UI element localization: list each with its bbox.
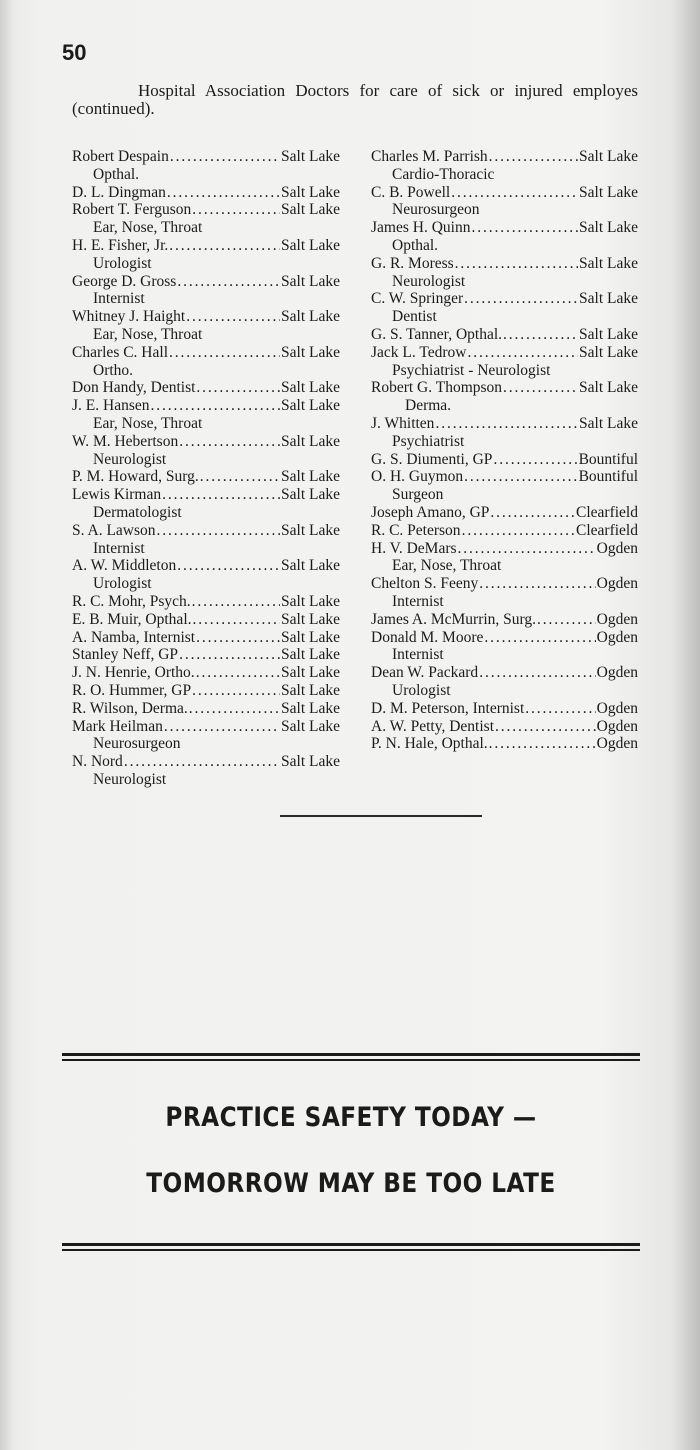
dot-leader [167,184,280,202]
doctor-entry-line [371,575,638,593]
doctor-location: Salt Lake [281,236,340,254]
doctor-location: Salt Lake [281,557,340,575]
doctor-name: R. Wilson, Derma. [72,699,188,717]
doctor-specialty: Cardio-Thoracic [392,165,495,183]
doctor-name: Chelton S. Feeny [371,575,479,593]
doctor-name: Lewis Kirman [72,486,162,504]
dot-leader [170,148,280,166]
doctor-entry-line [371,379,638,397]
doctor-specialty: Ear, Nose, Throat [392,557,502,575]
doctor-location: Salt Lake [281,201,340,219]
dot-leader [495,718,596,736]
doctor-entry [371,575,638,611]
doctor-location: Salt Lake [281,183,340,201]
doctor-name: James H. Quinn [371,219,471,237]
doctor-entry-line [72,593,340,611]
doctor-location: Salt Lake [281,486,340,504]
dot-leader [489,148,578,166]
dot-leader [503,379,578,397]
doctor-specialty: Internist [93,290,145,308]
doctor-location: Salt Lake [281,753,340,771]
doctor-entry [72,468,340,486]
doctor-name: J. Whitten [371,414,435,432]
doctor-location: Salt Lake [579,148,638,165]
doctor-location: Ogden [596,610,638,628]
doctor-name: Donald M. Moore [371,628,484,646]
dot-leader [196,379,280,397]
doctor-name: S. A. Lawson [72,521,156,539]
doctor-specialty: Opthal. [392,236,439,254]
doctor-specialty: Urologist [93,254,152,272]
doctor-specialty: Urologist [93,575,152,593]
dot-leader [162,486,280,504]
doctor-entry [72,700,340,718]
doctor-entry [72,148,340,184]
doctor-specialty: Neurosurgeon [392,201,480,219]
doctor-entry-line [371,735,638,753]
doctor-name: G. S. Tanner, Opthal. [371,325,503,343]
doctor-name: W. M. Hebertson [72,432,179,450]
doctor-location: Salt Lake [579,343,638,361]
doctor-specialty: Neurologist [392,272,466,290]
doctor-entry-line [72,522,340,540]
doctor-entry [371,219,638,255]
doctor-name: R. C. Mohr, Psych. [72,592,191,610]
doctor-entry-line [371,629,638,647]
doctor-specialty: Ear, Nose, Throat [93,219,203,237]
doctor-name: Robert T. Ferguson [72,201,192,219]
dot-leader [192,682,280,700]
doctor-entry [371,184,638,220]
dot-leader [192,201,280,219]
doctor-name: G. S. Diumenti, GP [371,450,493,468]
doctor-entry-line [72,700,340,718]
doctor-location: Salt Lake [579,325,638,343]
doctor-location: Salt Lake [281,521,340,539]
dot-leader [490,504,575,522]
section-intro: Hospital Association Doctors for care of sick or injured employes (continued). [72,81,638,118]
doctor-location: Salt Lake [281,681,340,699]
page-number: 50 [62,40,87,65]
doctor-specialty: Urologist [392,681,451,699]
doctor-entry-line [371,344,638,362]
doctor-entry [72,184,340,202]
doctor-specialty: Internist [93,539,145,557]
doctor-specialty: Internist [392,592,444,610]
doctor-entry [72,557,340,593]
doctor-specialty: Ear, Nose, Throat [93,325,203,343]
doctor-entry [72,593,340,611]
doctor-name: Whitney J. Haight [72,308,186,326]
dot-leader [169,237,280,255]
doctor-location: Ogden [596,539,638,557]
dot-leader [451,184,578,202]
doctor-entry-line [72,682,340,700]
doctor-entry-line [371,611,638,629]
doctor-location: Salt Lake [281,308,340,326]
doctor-entry [72,273,340,309]
doctor-specialty: Psychiatrist - Neurologist [392,361,551,379]
doctor-entry [371,611,638,629]
doctor-entry [371,735,638,753]
doctor-location: Ogden [596,664,638,682]
doctor-name: G. R. Moress [371,254,454,272]
doctor-entry-line [72,237,340,255]
doctor-entry [72,433,340,469]
doctor-entry-line [72,344,340,362]
doctor-specialty: Surgeon [392,486,444,504]
doctor-location: Bountiful [578,468,638,486]
slogan-top-rule-inner [62,1059,640,1061]
doctor-name: James A. McMurrin, Surg. [371,610,537,628]
doctor-entry-line [72,753,340,771]
doctor-name: E. B. Muir, Opthal. [72,610,192,628]
dot-leader [458,540,596,558]
doctor-entry [72,397,340,433]
doctor-entry-line [371,664,638,682]
doctor-entry-line [72,468,340,486]
dot-leader [189,700,280,718]
doctor-entry-line [371,540,638,558]
slogan-bottom-rule-inner [62,1249,640,1251]
doctor-entry [72,522,340,558]
doctor-entry-line [371,148,638,166]
dot-leader [177,273,280,291]
doctor-specialty: Derma. [405,397,452,415]
doctor-name: Don Handy, Dentist [72,379,196,397]
doctor-entry [72,718,340,754]
doctor-location: Ogden [596,575,638,593]
dot-leader [455,255,578,273]
doctor-location: Salt Lake [281,432,340,450]
doctor-entry-line [72,148,340,166]
doctor-name: A. W. Petty, Dentist [371,717,495,735]
doctor-entry [371,504,638,522]
doctor-name: C. B. Powell [371,183,451,201]
doctor-specialty: Opthal. [93,165,140,183]
slogan-line-1: PRACTICE SAFETY TODAY — [165,1102,537,1133]
doctor-name: Charles C. Hall [72,343,168,361]
dot-leader [471,219,578,237]
doctor-entry [371,326,638,344]
doctor-location: Salt Lake [281,148,340,165]
doctor-name: A. Namba, Internist [72,628,196,646]
doctor-name: H. V. DeMars [371,539,457,557]
dot-leader [493,451,577,469]
doctor-list-right [371,148,638,753]
doctor-entry-line [72,557,340,575]
dot-leader [464,468,577,486]
doctor-name: Robert Despain [72,148,169,165]
doctor-location: Salt Lake [281,272,340,290]
doctor-entry [72,682,340,700]
doctor-name: P. M. Howard, Surg. [72,468,199,486]
doctor-location: Salt Lake [579,183,638,201]
doctor-entry-line [371,522,638,540]
dot-leader [179,433,280,451]
doctor-location: Salt Lake [579,219,638,237]
doctor-name: Dean W. Packard [371,664,479,682]
doctor-entry [72,308,340,344]
doctor-entry [72,201,340,237]
doctor-entry [72,379,340,397]
doctor-name: D. M. Peterson, Internist [371,699,525,717]
dot-leader [467,344,578,362]
doctor-entry-line [72,184,340,202]
dot-leader [462,522,575,540]
dot-leader [479,664,595,682]
doctor-specialty: Neurosurgeon [93,735,181,753]
slogan-line-2: TOMORROW MAY BE TOO LATE [146,1168,556,1199]
doctor-location: Salt Lake [579,414,638,432]
doctor-entry-line [371,451,638,469]
doctor-name: H. E. Fisher, Jr. [72,236,169,254]
slogan-top-rule [62,1053,640,1056]
doctor-entry [371,290,638,326]
dot-leader [164,718,280,736]
dot-leader [196,664,280,682]
doctor-entry-line [72,664,340,682]
doctor-location: Salt Lake [281,397,340,415]
dot-leader [169,344,280,362]
doctor-entry-line [72,273,340,291]
doctor-location: Salt Lake [281,664,340,682]
doctor-name: N. Nord [72,753,123,771]
doctor-entry [371,255,638,291]
doctor-entry-line [371,219,638,237]
doctor-entry-line [72,433,340,451]
doctor-entry [371,629,638,665]
dot-leader [200,468,280,486]
doctor-entry [371,148,638,184]
doctor-location: Ogden [596,717,638,735]
doctor-entry [72,237,340,273]
dot-leader [435,415,578,433]
dot-leader [151,397,281,415]
doctor-location: Ogden [596,699,638,717]
doctor-entry [72,486,340,522]
doctor-location: Bountiful [578,450,638,468]
doctor-name: George D. Gross [72,272,177,290]
doctor-entry-line [371,718,638,736]
doctor-specialty: Ortho. [93,361,134,379]
dot-leader [196,629,280,647]
doctor-entry [371,468,638,504]
dot-leader [525,700,595,718]
doctor-entry-line [371,504,638,522]
doctor-specialty: Internist [392,646,444,664]
doctor-specialty: Neurologist [93,770,167,788]
doctor-location: Salt Lake [281,468,340,486]
dot-leader [179,646,280,664]
doctor-entry [72,611,340,629]
doctor-entry-line [371,255,638,273]
doctor-location: Salt Lake [281,343,340,361]
doctor-location: Salt Lake [281,699,340,717]
doctor-location: Salt Lake [579,254,638,272]
doctor-name: J. E. Hansen [72,397,150,415]
doctor-entry [371,344,638,380]
doctor-location: Clearfield [576,503,638,521]
doctor-entry [72,344,340,380]
doctor-entry-line [72,646,340,664]
doctor-name: Jack L. Tedrow [371,343,467,361]
doctor-entry [371,415,638,451]
doctor-entry-line [371,326,638,344]
doctor-entry [371,379,638,415]
doctor-entry-line [72,201,340,219]
doctor-entry [371,451,638,469]
doctor-name: J. N. Henrie, Ortho. [72,664,195,682]
doctor-location: Salt Lake [579,290,638,308]
doctor-name: Charles M. Parrish [371,148,488,165]
dot-leader [479,575,595,593]
doctor-entry [371,700,638,718]
doctor-specialty: Neurologist [93,450,167,468]
doctor-entry-line [371,290,638,308]
doctor-entry-line [72,611,340,629]
doctor-entry [72,753,340,789]
doctor-entry [371,522,638,540]
doctor-location: Salt Lake [579,379,638,397]
doctor-specialty: Dermatologist [93,503,182,521]
doctor-entry-line [72,397,340,415]
doctor-list-left [72,148,340,789]
dot-leader [192,593,280,611]
dot-leader [464,290,578,308]
doctor-name: R. C. Peterson [371,521,461,539]
doctor-entry [72,646,340,664]
dot-leader [489,735,596,753]
doctor-specialty: Ear, Nose, Throat [93,414,203,432]
doctor-name: A. W. Middleton [72,557,177,575]
doctor-name: O. H. Guymon [371,468,464,486]
doctor-name: C. W. Springer [371,290,464,308]
doctor-entry [371,664,638,700]
doctor-name: Stanley Neff, GP [72,646,179,664]
doctor-entry [371,540,638,576]
dot-leader [186,308,280,326]
doctor-entry [371,718,638,736]
dot-leader [157,522,280,540]
doctor-location: Salt Lake [281,628,340,646]
doctor-entry-line [72,629,340,647]
doctor-entry [72,629,340,647]
doctor-entry-line [371,184,638,202]
doctor-name: Joseph Amano, GP [371,503,490,521]
doctor-entry-line [371,700,638,718]
dot-leader [503,326,578,344]
doctor-name: Mark Heilman [72,717,163,735]
doctor-location: Ogden [596,628,638,646]
dot-leader [177,557,280,575]
doctor-specialty: Dentist [392,308,437,326]
doctor-location: Salt Lake [281,610,340,628]
doctor-location: Salt Lake [281,646,340,664]
doctor-location: Clearfield [576,521,638,539]
doctor-entry-line [371,468,638,486]
slogan-bottom-rule [62,1243,640,1246]
doctor-location: Salt Lake [281,717,340,735]
doctor-entry-line [72,486,340,504]
doctor-entry-line [72,308,340,326]
doctor-name: Robert G. Thompson [371,379,503,397]
doctor-name: P. N. Hale, Opthal. [371,735,488,753]
dot-leader [124,753,280,771]
doctor-location: Ogden [596,735,638,753]
dot-leader [537,611,596,629]
doctor-entry-line [371,415,638,433]
doctor-name: R. O. Hummer, GP [72,681,192,699]
section-divider [280,815,482,817]
dot-leader [193,611,281,629]
doctor-entry [72,664,340,682]
doctor-name: D. L. Dingman [72,183,166,201]
doctor-specialty: Psychiatrist [392,432,465,450]
dot-leader [484,629,595,647]
doctor-entry-line [72,718,340,736]
doctor-entry-line [72,379,340,397]
doctor-location: Salt Lake [281,592,340,610]
doctor-location: Salt Lake [281,379,340,397]
